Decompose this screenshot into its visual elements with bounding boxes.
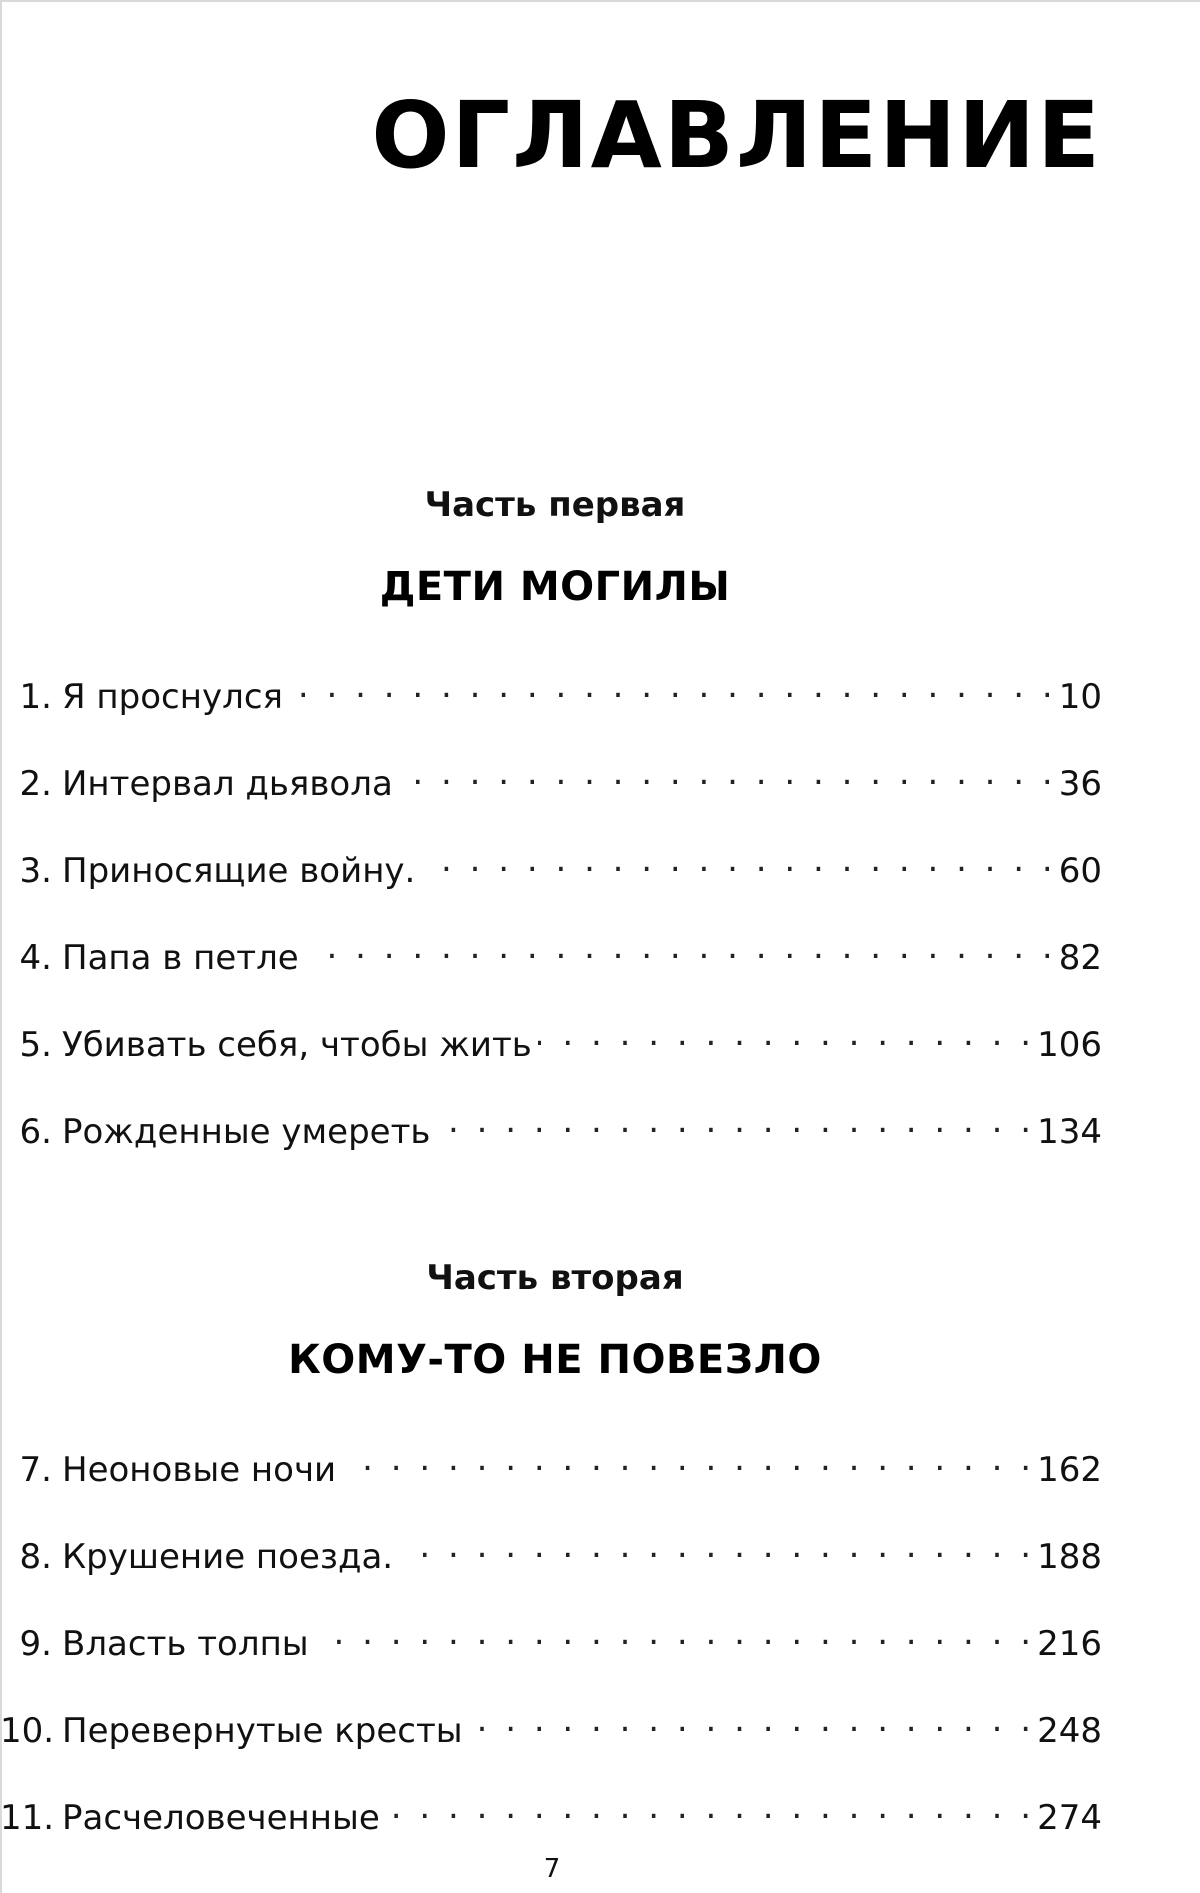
dot-leader	[421, 838, 1052, 882]
toc-entry[interactable]	[0, 1012, 1102, 1065]
chapter-number: 3.	[19, 851, 52, 891]
dot-leader	[305, 925, 1053, 969]
chapter-title: Крушение поезда.	[62, 1537, 394, 1577]
toc-entry[interactable]	[0, 1099, 1102, 1152]
page-title: ОГЛАВЛЕНИЕ	[371, 81, 1102, 189]
chapter-number: 5.	[19, 1025, 52, 1065]
part-2-title: КОМУ-ТО НЕ ПОВЕЗЛО	[288, 1337, 822, 1383]
chapter-number: 7.	[19, 1450, 52, 1490]
toc-entry[interactable]	[0, 1698, 1102, 1751]
chapter-number: 8.	[19, 1537, 52, 1577]
part-1-title: ДЕТИ МОГИЛЫ	[379, 564, 731, 610]
toc-entry[interactable]	[0, 664, 1102, 717]
chapter-page: 134	[1037, 1112, 1102, 1152]
chapter-page: 162	[1037, 1450, 1102, 1490]
toc-entry[interactable]	[0, 1437, 1102, 1490]
chapter-number: 2.	[19, 764, 52, 804]
page-number: 7	[543, 1854, 561, 1884]
chapter-title: Убивать себя, чтобы жить	[62, 1025, 532, 1065]
chapter-page: 36	[1058, 764, 1102, 804]
chapter-page: 188	[1037, 1537, 1102, 1577]
chapter-number: 11.	[0, 1798, 55, 1838]
chapter-title: Я проснулся	[62, 677, 283, 717]
dot-leader	[399, 751, 1053, 795]
dot-leader	[289, 664, 1053, 708]
chapter-number: 6.	[19, 1112, 52, 1152]
chapter-page: 106	[1037, 1025, 1102, 1065]
part-1-label: Часть первая	[424, 485, 686, 525]
dot-leader	[436, 1099, 1031, 1143]
toc-entry[interactable]	[0, 1785, 1102, 1838]
chapter-page: 248	[1037, 1711, 1102, 1751]
toc-entry[interactable]	[0, 838, 1102, 891]
chapter-title: Расчеловеченные	[62, 1798, 380, 1838]
chapter-page: 82	[1058, 938, 1102, 978]
dot-leader	[315, 1611, 1031, 1655]
toc-entry[interactable]	[0, 1524, 1102, 1577]
chapter-number: 4.	[19, 938, 52, 978]
dot-leader	[399, 1524, 1031, 1568]
dot-leader	[342, 1437, 1031, 1481]
chapter-title: Перевернутые кресты	[62, 1711, 463, 1751]
chapter-number: 9.	[19, 1624, 52, 1664]
part-2-label: Часть вторая	[426, 1258, 684, 1298]
chapter-page: 60	[1058, 851, 1102, 891]
chapter-page: 10	[1058, 677, 1102, 717]
toc-entry[interactable]	[0, 925, 1102, 978]
toc-entry[interactable]	[0, 1611, 1102, 1664]
dot-leader	[538, 1012, 1031, 1056]
chapter-number: 1.	[19, 677, 52, 717]
chapter-title: Рожденные умереть	[62, 1112, 431, 1152]
chapter-title: Неоновые ночи	[62, 1450, 337, 1490]
chapter-page: 216	[1037, 1624, 1102, 1664]
dot-leader	[386, 1785, 1031, 1829]
chapter-title: Папа в петле	[62, 938, 299, 978]
chapter-title: Власть толпы	[62, 1624, 309, 1664]
toc-entry[interactable]	[0, 751, 1102, 804]
dot-leader	[469, 1698, 1031, 1742]
chapter-page: 274	[1037, 1798, 1102, 1838]
chapter-title: Приносящие войну.	[62, 851, 416, 891]
chapter-number: 10.	[0, 1711, 55, 1751]
chapter-title: Интервал дьявола	[62, 764, 393, 804]
